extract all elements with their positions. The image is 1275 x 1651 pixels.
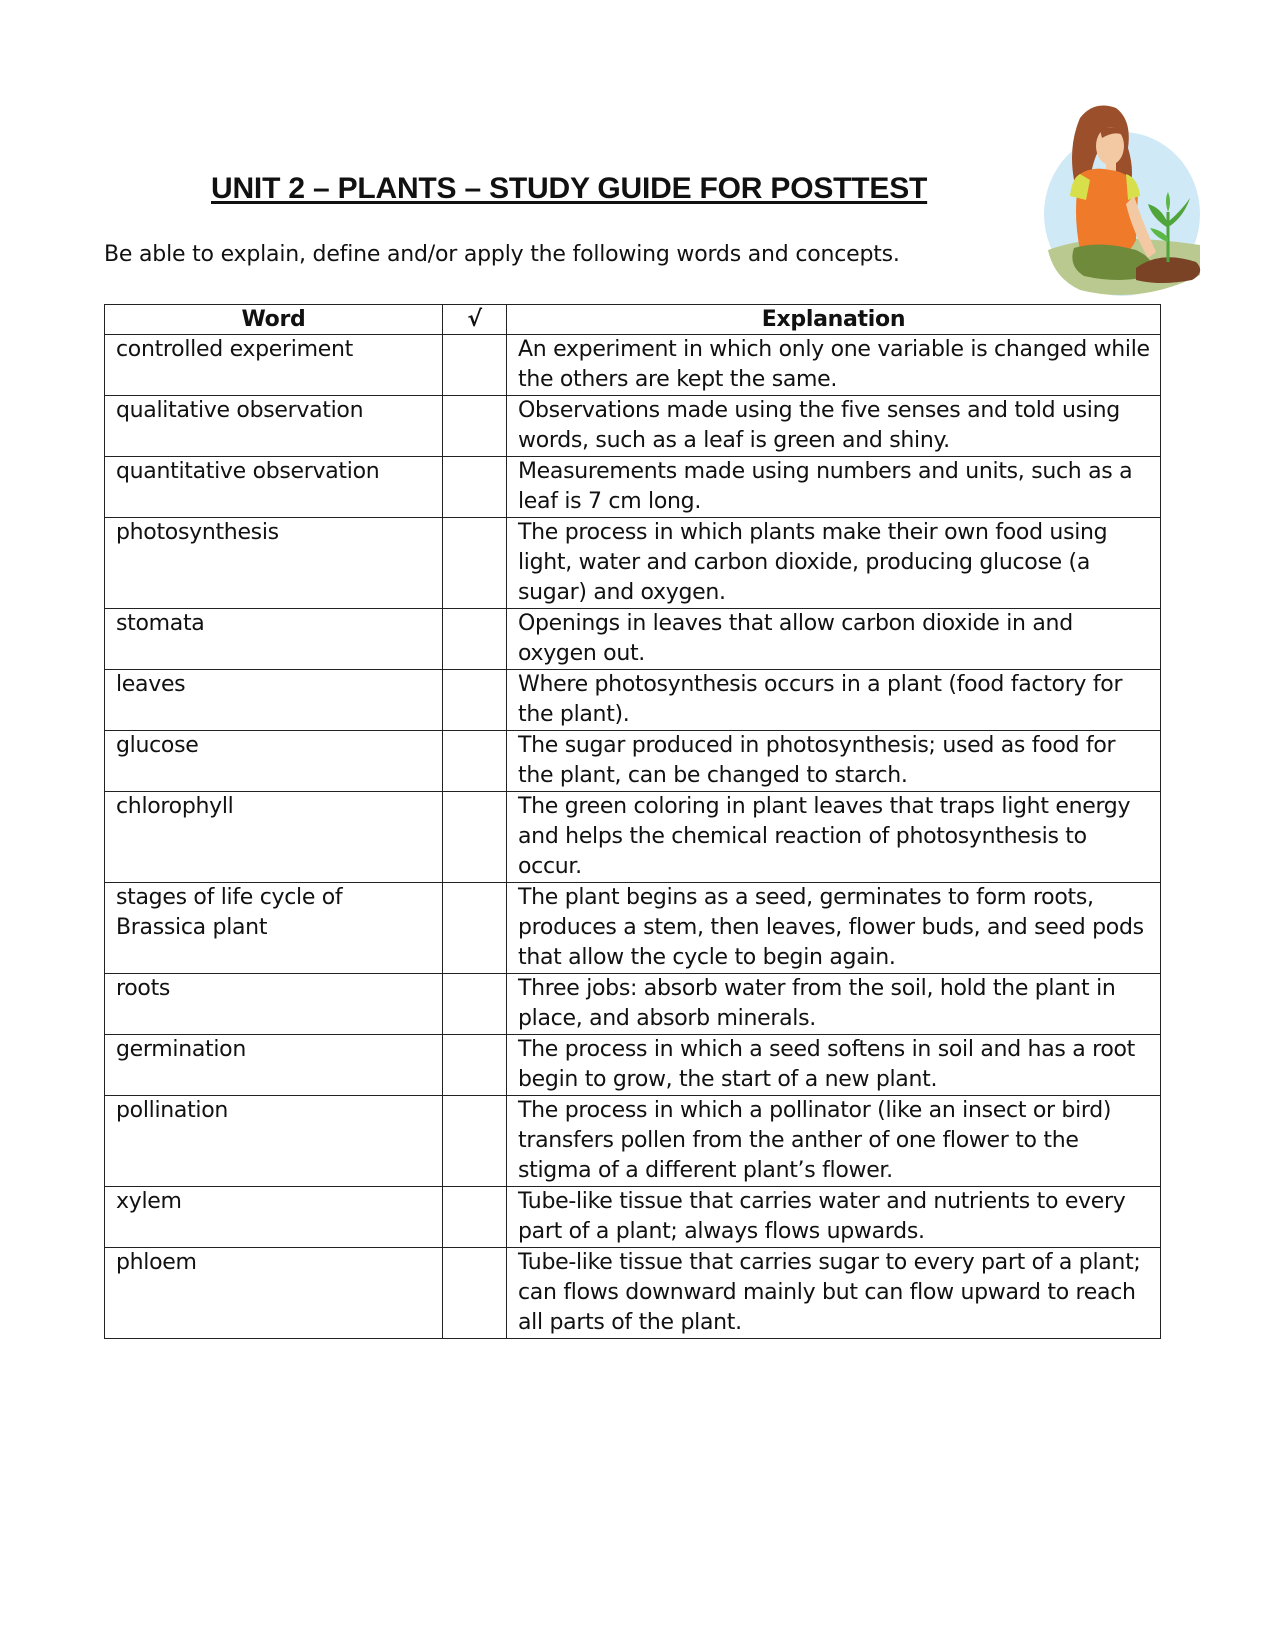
explanation-cell: The process in which plants make their own food using light, water and carbon dioxide, producing glucose (a sugar) and oxygen. [507,518,1161,609]
word-cell: germination [105,1035,443,1096]
word-cell: quantitative observation [105,457,443,518]
word-cell: controlled experiment [105,335,443,396]
word-cell: qualitative observation [105,396,443,457]
header-check: √ [443,305,507,335]
word-cell: glucose [105,731,443,792]
explanation-cell: Three jobs: absorb water from the soil, hold the plant in place, and absorb minerals. [507,974,1161,1035]
check-cell[interactable] [443,1035,507,1096]
explanation-cell: The sugar produced in photosynthesis; used as food for the plant, can be changed to starch. [507,731,1161,792]
check-cell[interactable] [443,1096,507,1187]
table-row [105,457,1161,518]
table-row [105,335,1161,396]
table-row [105,396,1161,457]
explanation-cell: The process in which a pollinator (like an insect or bird) transfers pollen from the anther of one flower to the stigma of a different plant’s flower. [507,1096,1161,1187]
word-cell: xylem [105,1187,443,1248]
header-word: Word [105,305,443,335]
check-cell[interactable] [443,792,507,883]
check-cell[interactable] [443,609,507,670]
check-cell[interactable] [443,1187,507,1248]
explanation-cell: The process in which a seed softens in soil and has a root begin to grow, the start of a new plant. [507,1035,1161,1096]
table-row [105,609,1161,670]
check-cell[interactable] [443,335,507,396]
check-cell[interactable] [443,731,507,792]
table-row [105,1248,1161,1339]
table-row [105,1035,1161,1096]
explanation-cell: The plant begins as a seed, germinates to form roots, produces a stem, then leaves, flower buds, and seed pods that allow the cycle to begin again. [507,883,1161,974]
table-row [105,1187,1161,1248]
word-cell: pollination [105,1096,443,1187]
word-cell: stages of life cycle of Brassica plant [105,883,443,974]
table-row [105,1096,1161,1187]
word-cell: roots [105,974,443,1035]
table-row [105,792,1161,883]
study-guide-table [104,304,1161,1339]
page-title: UNIT 2 – PLANTS – STUDY GUIDE FOR POSTTEST [211,172,928,205]
explanation-cell: Where photosynthesis occurs in a plant (food factory for the plant). [507,670,1161,731]
word-cell: phloem [105,1248,443,1339]
girl-planting-seedling-icon [1040,100,1208,308]
word-cell: chlorophyll [105,792,443,883]
explanation-cell: Tube-like tissue that carries sugar to every part of a plant; can flows downward mainly but can flow upward to reach all parts of the plant. [507,1248,1161,1339]
explanation-cell: The green coloring in plant leaves that traps light energy and helps the chemical reaction of photosynthesis to occur. [507,792,1161,883]
intro-text: Be able to explain, define and/or apply the following words and concepts. [104,242,900,267]
check-cell[interactable] [443,1248,507,1339]
table-row [105,731,1161,792]
word-cell: leaves [105,670,443,731]
table-row [105,518,1161,609]
check-cell[interactable] [443,457,507,518]
table-row [105,974,1161,1035]
table-row [105,670,1161,731]
explanation-cell: Tube-like tissue that carries water and nutrients to every part of a plant; always flows upwards. [507,1187,1161,1248]
check-cell[interactable] [443,670,507,731]
explanation-cell: Observations made using the five senses and told using words, such as a leaf is green and shiny. [507,396,1161,457]
explanation-cell: Measurements made using numbers and units, such as a leaf is 7 cm long. [507,457,1161,518]
word-cell: stomata [105,609,443,670]
word-cell: photosynthesis [105,518,443,609]
check-cell[interactable] [443,974,507,1035]
table-header-row [105,305,1161,335]
check-cell[interactable] [443,396,507,457]
check-cell[interactable] [443,518,507,609]
header-explanation: Explanation [507,305,1161,335]
explanation-cell: Openings in leaves that allow carbon dioxide in and oxygen out. [507,609,1161,670]
explanation-cell: An experiment in which only one variable is changed while the others are kept the same. [507,335,1161,396]
check-cell[interactable] [443,883,507,974]
table-row [105,883,1161,974]
